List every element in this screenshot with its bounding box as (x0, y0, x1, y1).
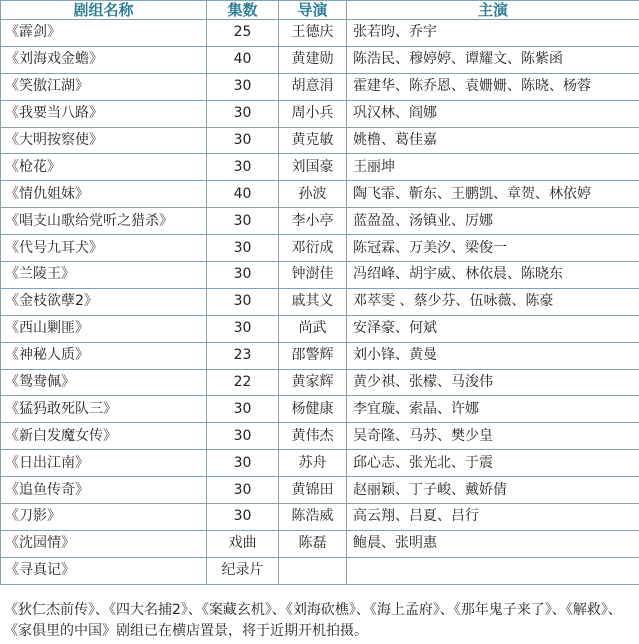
row-episodes-cell: 纪录片 (207, 557, 279, 584)
table-row (1, 127, 639, 154)
row-episodes-cell: 30 (207, 127, 279, 154)
row-title-cell: 《神秘人质》 (1, 342, 207, 369)
row-episodes-cell: 22 (207, 369, 279, 396)
row-cast-cell: 陈浩民、穆婷婷、谭耀文、陈紫函 (347, 46, 639, 73)
table-row (1, 396, 639, 423)
row-episodes-cell: 23 (207, 342, 279, 369)
row-director-cell: 李小亭 (279, 208, 347, 235)
row-episodes-cell: 30 (207, 235, 279, 262)
table-body (1, 20, 639, 585)
row-episodes-cell: 30 (207, 396, 279, 423)
row-title-cell: 《刘海戏金蟾》 (1, 46, 207, 73)
table-row (1, 477, 639, 504)
row-cast-cell: 安泽豪、何斌 (347, 315, 639, 342)
footer-note: 《狄仁杰前传》、《四大名捕2》、《案藏玄机》、《刘海砍樵》、《海上孟府》、《那年鬼子来了》、《解救》、《家俱里的中国》剧组已在横店置景，将于近期开机拍摄。 (4, 602, 622, 639)
row-cast-cell: 赵丽颖、丁子峻、戴娇倩 (347, 477, 639, 504)
row-title-cell: 《金枝欲孽2》 (1, 288, 207, 315)
row-director-cell: 孙波 (279, 181, 347, 208)
table-row (1, 208, 639, 235)
row-cast-cell: 鲍晨、张明惠 (347, 530, 639, 557)
row-director-cell: 黄克敏 (279, 127, 347, 154)
row-cast-cell: 李宜璇、索晶、许娜 (347, 396, 639, 423)
row-cast-cell: 陈冠霖、万美汐、梁俊一 (347, 235, 639, 262)
row-director-cell: 邓衍成 (279, 235, 347, 262)
row-episodes-cell: 30 (207, 100, 279, 127)
row-director-cell: 陈磊 (279, 530, 347, 557)
row-title-cell: 《日出江南》 (1, 450, 207, 477)
table-row (1, 369, 639, 396)
row-episodes-cell: 30 (207, 73, 279, 100)
table-row (1, 288, 639, 315)
row-title-cell: 《霹剑》 (1, 20, 207, 47)
table-row (1, 20, 639, 47)
header-row (1, 1, 639, 20)
row-episodes-cell: 30 (207, 262, 279, 289)
row-title-cell: 《鸳鸯佩》 (1, 369, 207, 396)
table-row (1, 423, 639, 450)
header-title: 剧组名称 (1, 1, 207, 20)
row-episodes-cell: 30 (207, 423, 279, 450)
row-title-cell: 《沈园情》 (1, 530, 207, 557)
row-director-cell: 邵警辉 (279, 342, 347, 369)
row-cast-cell: 霍建华、陈乔恩、袁姗姗、陈晓、杨蓉 (347, 73, 639, 100)
row-title-cell: 《情仇姐妹》 (1, 181, 207, 208)
header-cast: 主演 (347, 1, 639, 20)
row-cast-cell: 黄少祺、张檬、马浚伟 (347, 369, 639, 396)
row-title-cell: 《寻真记》 (1, 557, 207, 584)
row-director-cell: 陈浩威 (279, 504, 347, 531)
header-episodes: 集数 (207, 1, 279, 20)
row-cast-cell: 陶飞霏、靳东、王鹏凯、章贺、林依婷 (347, 181, 639, 208)
row-director-cell: 杨健康 (279, 396, 347, 423)
table-row (1, 557, 639, 584)
row-episodes-cell: 30 (207, 315, 279, 342)
row-episodes-cell: 25 (207, 20, 279, 47)
row-director-cell: 黄家辉 (279, 369, 347, 396)
row-director-cell: 周小兵 (279, 100, 347, 127)
row-episodes-cell: 30 (207, 450, 279, 477)
row-title-cell: 《兰陵王》 (1, 262, 207, 289)
row-director-cell: 刘国豪 (279, 154, 347, 181)
row-director-cell: 钟澍佳 (279, 262, 347, 289)
row-cast-cell: 姚橹、葛佳嘉 (347, 127, 639, 154)
row-title-cell: 《西山剿匪》 (1, 315, 207, 342)
row-title-cell: 《追鱼传奇》 (1, 477, 207, 504)
row-cast-cell: 张若昀、乔宇 (347, 20, 639, 47)
table-row (1, 235, 639, 262)
table-row (1, 315, 639, 342)
table-row (1, 530, 639, 557)
row-title-cell: 《代号九耳犬》 (1, 235, 207, 262)
row-episodes-cell: 戏曲 (207, 530, 279, 557)
row-director-cell: 王德庆 (279, 20, 347, 47)
row-director-cell: 胡意涓 (279, 73, 347, 100)
row-title-cell: 《大明按察使》 (1, 127, 207, 154)
table-row (1, 100, 639, 127)
row-director-cell: 戚其义 (279, 288, 347, 315)
row-director-cell: 黄锦田 (279, 477, 347, 504)
row-cast-cell: 吴奇隆、马苏、樊少皇 (347, 423, 639, 450)
row-cast-cell: 王丽坤 (347, 154, 639, 181)
row-director-cell: 尚武 (279, 315, 347, 342)
row-cast-cell: 巩汉林、阎娜 (347, 100, 639, 127)
row-cast-cell: 刘小锋、黄曼 (347, 342, 639, 369)
row-cast-cell (347, 557, 639, 584)
row-title-cell: 《猛犸敢死队三》 (1, 396, 207, 423)
row-episodes-cell: 30 (207, 477, 279, 504)
row-cast-cell: 冯绍峰、胡宇威、林依晨、陈晓东 (347, 262, 639, 289)
table-row (1, 342, 639, 369)
row-cast-cell: 高云翔、吕夏、吕行 (347, 504, 639, 531)
row-title-cell: 《笑傲江湖》 (1, 73, 207, 100)
row-episodes-cell: 30 (207, 154, 279, 181)
table-row (1, 450, 639, 477)
row-episodes-cell: 40 (207, 46, 279, 73)
row-title-cell: 《刀影》 (1, 504, 207, 531)
row-episodes-cell: 40 (207, 181, 279, 208)
row-director-cell: 苏舟 (279, 450, 347, 477)
row-episodes-cell: 30 (207, 288, 279, 315)
table-row (1, 504, 639, 531)
row-episodes-cell: 30 (207, 504, 279, 531)
row-title-cell: 《枪花》 (1, 154, 207, 181)
header-director: 导演 (279, 1, 347, 20)
row-director-cell (279, 557, 347, 584)
row-director-cell: 黄伟杰 (279, 423, 347, 450)
row-cast-cell: 蓝盈盈、汤镇业、厉娜 (347, 208, 639, 235)
row-title-cell: 《唱支山歌给党听之猎杀》 (1, 208, 207, 235)
table-row (1, 73, 639, 100)
table-row (1, 262, 639, 289)
table-row (1, 181, 639, 208)
row-title-cell: 《新白发魔女传》 (1, 423, 207, 450)
row-cast-cell: 邓萃雯 、蔡少芬、伍咏薇、陈豪 (347, 288, 639, 315)
row-director-cell: 黄建勋 (279, 46, 347, 73)
row-title-cell: 《我要当八路》 (1, 100, 207, 127)
table-row (1, 46, 639, 73)
table-header (1, 1, 639, 20)
row-episodes-cell: 30 (207, 208, 279, 235)
row-cast-cell: 邱心志、张光北、于震 (347, 450, 639, 477)
table-row (1, 154, 639, 181)
